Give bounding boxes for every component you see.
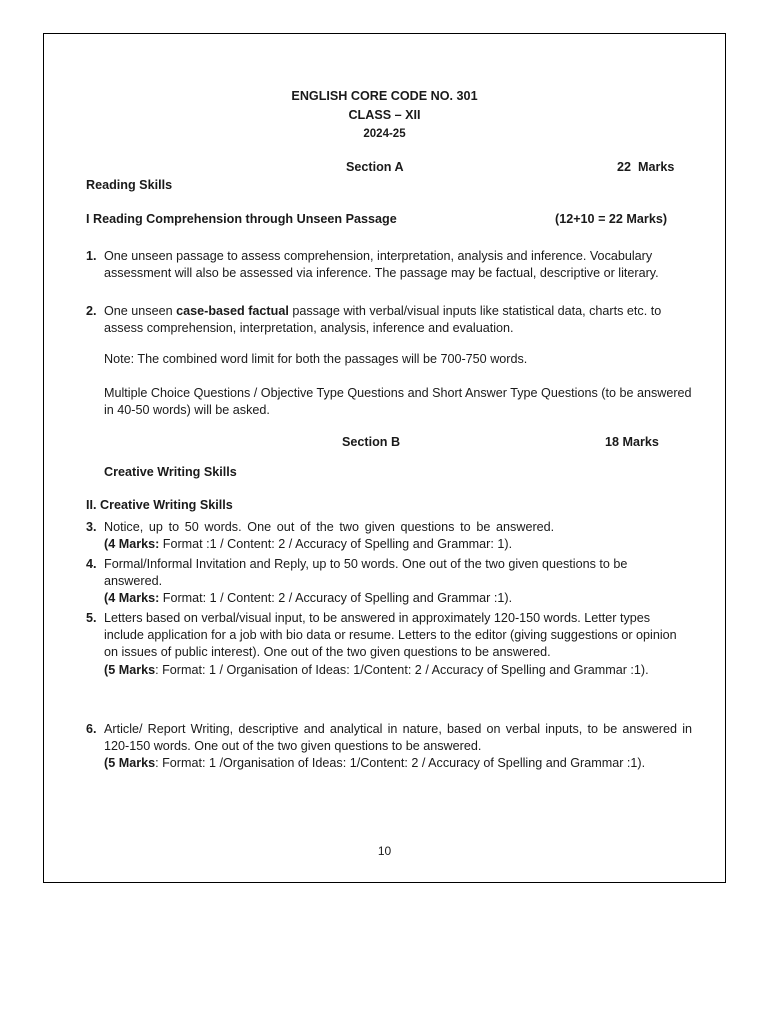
document-title: ENGLISH CORE CODE NO. 301 (291, 89, 478, 103)
question-type-note: Multiple Choice Questions / Objective Type Questions and Short Answer Type Questions (to be answered in 40-50 words) will be asked. (104, 386, 692, 418)
section-a-label: Section A (346, 160, 404, 174)
item-text: Notice, up to 50 words. One out of the two given questions to be answered. (4 Marks: Format :1 / Content: 2 / Accuracy of Spelling and Grammar: 1). (104, 520, 555, 552)
class-label: CLASS – XII (348, 108, 421, 122)
item-number: 4. (86, 557, 97, 571)
year-label: 2024-25 (363, 128, 406, 140)
bold-phrase: case-based factual (176, 304, 289, 318)
reading-comprehension-marks: (12+10 = 22 Marks) (555, 212, 668, 226)
item-number: 3. (86, 520, 97, 534)
item-text: Letters based on verbal/visual input, to be answered in approximately 120-150 words. Letter types include application for a job with bio data or resume. Letters to the editor (giving suggestions or opinion on issues of public interest). One out of the two given questions to be answered. (5 Marks: Format: 1 / Organisation of Ideas: 1/Content: 2 / Accuracy of Spelling and Grammar :1). (104, 611, 677, 677)
reading-skills-heading: Reading Skills (86, 178, 173, 192)
item-number: 2. (86, 304, 97, 318)
section-a-marks: 22 Marks (617, 160, 675, 174)
creative-writing-heading: Creative Writing Skills (104, 465, 237, 479)
section-b-marks: 18 Marks (605, 435, 659, 449)
item-number: 5. (86, 611, 97, 625)
item-number: 6. (86, 722, 97, 736)
page-number: 10 (377, 844, 392, 858)
creative-writing-subheading: II. Creative Writing Skills (86, 498, 233, 512)
item-text: Article/ Report Writing, descriptive and analytical in nature, based on verbal inputs, to be answered in 120-150 words. One out of the two given questions to be answered. (5 Marks: Format: 1 /Organisation of Ideas: 1/Content: 2 / Accuracy of Spelling and Grammar :1). (104, 722, 692, 771)
section-b-label: Section B (342, 435, 401, 449)
item-text: One unseen passage to assess comprehension, interpretation, analysis and inference. Vocabulary assessment will also be assessed via inference. The passage may be factual, descriptive or literary. (104, 249, 659, 281)
item-text: Formal/Informal Invitation and Reply, up to 50 words. One out of the two given questions to be answered. (4 Marks: Format: 1 / Content: 2 / Accuracy of Spelling and Grammar :1). (104, 557, 628, 606)
item-number: 1. (86, 249, 97, 263)
reading-comprehension-heading: I Reading Comprehension through Unseen Passage (86, 212, 397, 226)
word-limit-note: Note: The combined word limit for both the passages will be 700-750 words. (104, 352, 528, 366)
item-text: One unseen case-based factual passage with verbal/visual inputs like statistical data, charts etc. to assess comprehension, interpretation, analysis, inference and evaluation. (104, 304, 662, 336)
